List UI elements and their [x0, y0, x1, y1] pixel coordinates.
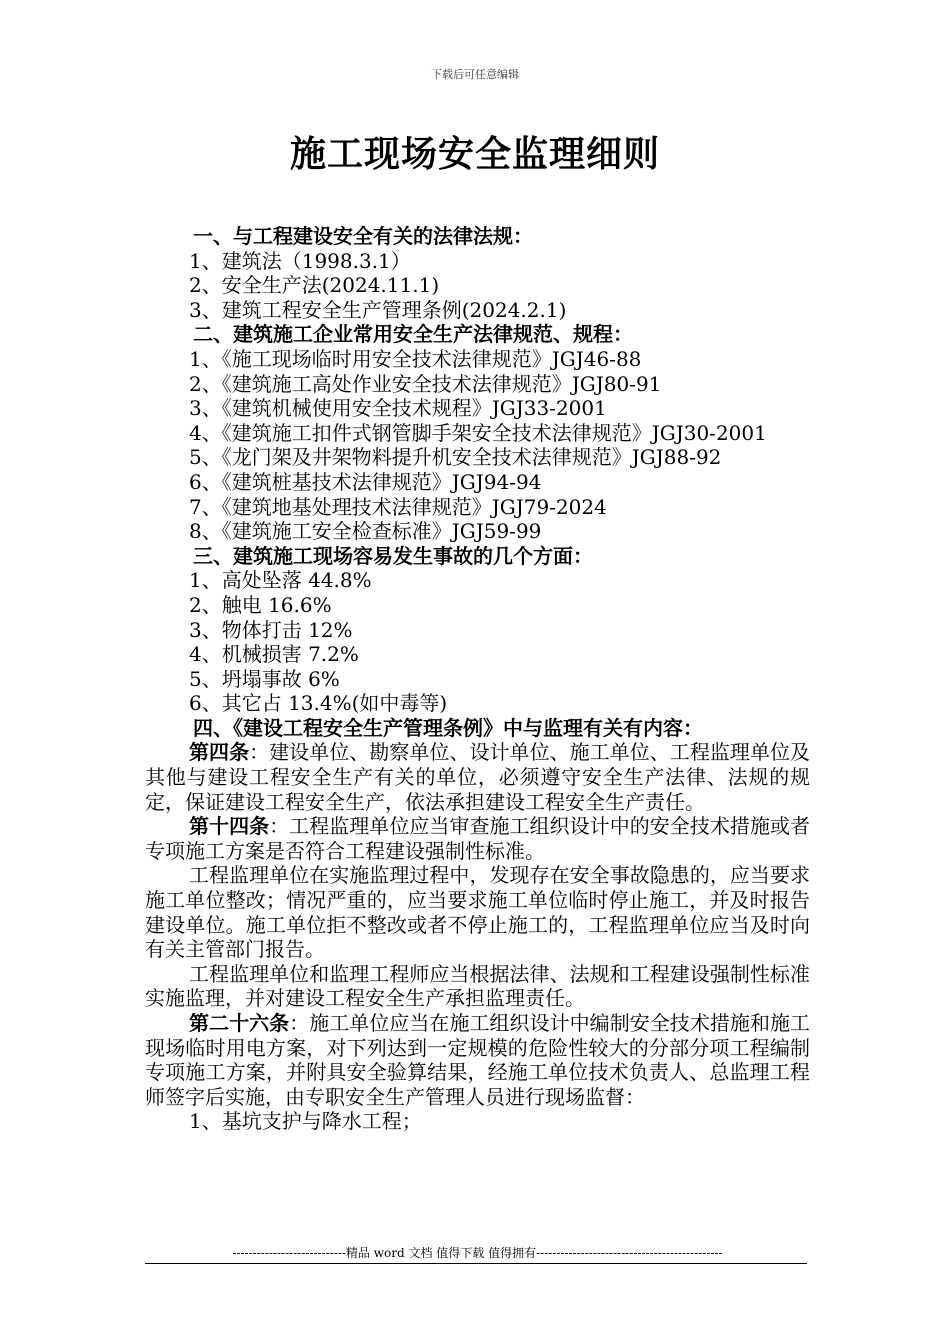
- list-item: 2、《建筑施工高处作业安全技术法律规范》JGJ80-91: [189, 371, 662, 396]
- list-item: 2、安全生产法(2024.11.1): [189, 273, 440, 298]
- body-paragraph: 工程监理单位和监理工程师应当根据法律、法规和工程建设强制性标准实施监理，并对建设工程安全生产承担监理责任。: [145, 961, 810, 1011]
- article-text: ：工程监理单位应当审查施工组织设计中的安全技术措施或者专项施工方案是否符合工程建设强制性标准。: [145, 814, 811, 863]
- list-item: 3、建筑工程安全生产管理条例(2024.2.1): [189, 297, 567, 322]
- article-label: 第四条: [189, 740, 250, 765]
- list-item: 6、《建筑桩基技术法律规范》JGJ94-94: [189, 469, 542, 494]
- list-item: 2、触电 16.6%: [189, 592, 332, 617]
- list-item: 1、《施工现场临时用安全技术法律规范》JGJ46-88: [189, 346, 642, 371]
- list-item: 4、《建筑施工扣件式钢管脚手架安全技术法律规范》JGJ30-2001: [189, 420, 767, 445]
- list-item: 7、《建筑地基处理技术法律规范》JGJ79-2024: [189, 494, 607, 519]
- document-title: 施工现场安全监理细则: [289, 134, 660, 175]
- article-paragraph: [145, 740, 810, 814]
- list-item: 4、机械损害 7.2%: [189, 642, 359, 667]
- page-footer: ----------------------------精品 word 文档 值得下载 值得拥有----------------------------------------------: [232, 1246, 723, 1260]
- footer-divider: [145, 1263, 807, 1264]
- document-body: [145, 224, 810, 1134]
- list-item: 1、高处坠落 44.8%: [189, 568, 372, 593]
- list-item: 3、物体打击 12%: [189, 617, 353, 642]
- article-label: 第十四条: [189, 814, 270, 839]
- header-note: 下载后可任意编辑: [431, 68, 519, 81]
- section-heading-4: 四、《建设工程安全生产管理条例》中与监理有关有内容：: [193, 715, 703, 740]
- list-item: 5、《龙门架及井架物料提升机安全技术法律规范》JGJ88-92: [189, 445, 722, 470]
- list-item: 3、《建筑机械使用安全技术规程》JGJ33-2001: [189, 396, 607, 421]
- section-heading-1: 一、与工程建设安全有关的法律法规：: [193, 224, 533, 248]
- body-paragraph: 工程监理单位在实施监理过程中，发现存在安全事故隐患的，应当要求施工单位整改；情况严重的，应当要求施工单位临时停止施工，并及时报告建设单位。施工单位拒不整改或者不停止施工的，工程监理单位应当及时向有关主管部门报告。: [145, 863, 810, 962]
- list-item: 5、坍塌事故 6%: [189, 666, 340, 691]
- list-item: 8、《建筑施工安全检查标准》JGJ59-99: [189, 519, 542, 544]
- body-paragraph: 1、基坑支护与降水工程；: [189, 1109, 422, 1134]
- article-label: 第二十六条: [189, 1011, 290, 1035]
- article-paragraph: [145, 814, 810, 863]
- list-item: 6、其它占 13.4%(如中毒等): [189, 691, 448, 716]
- section-heading-2: 二、建筑施工企业常用安全生产法律规范、规程：: [193, 322, 633, 347]
- article-text: ：建设单位、勘察单位、设计单位、施工单位、工程监理单位及其他与建设工程安全生产有关的单位，必须遵守安全生产法律、法规的规定，保证建设工程安全生产，依法承担建设工程安全生产责任。: [145, 740, 811, 814]
- list-item: 1、建筑法（1998.3.1）: [189, 248, 411, 273]
- section-heading-3: 三、建筑施工现场容易发生事故的几个方面：: [193, 543, 593, 568]
- article-text: ：施工单位应当在施工组织设计中编制安全技术措施和施工现场临时用电方案，对下列达到一定规模的危险性较大的分部分项工程编制专项施工方案，并附具安全验算结果，经施工单位技术负责人、总监理工程师签字后实施，由专职安全生产管理人员进行现场监督：: [145, 1011, 811, 1109]
- article-paragraph: [145, 1011, 810, 1109]
